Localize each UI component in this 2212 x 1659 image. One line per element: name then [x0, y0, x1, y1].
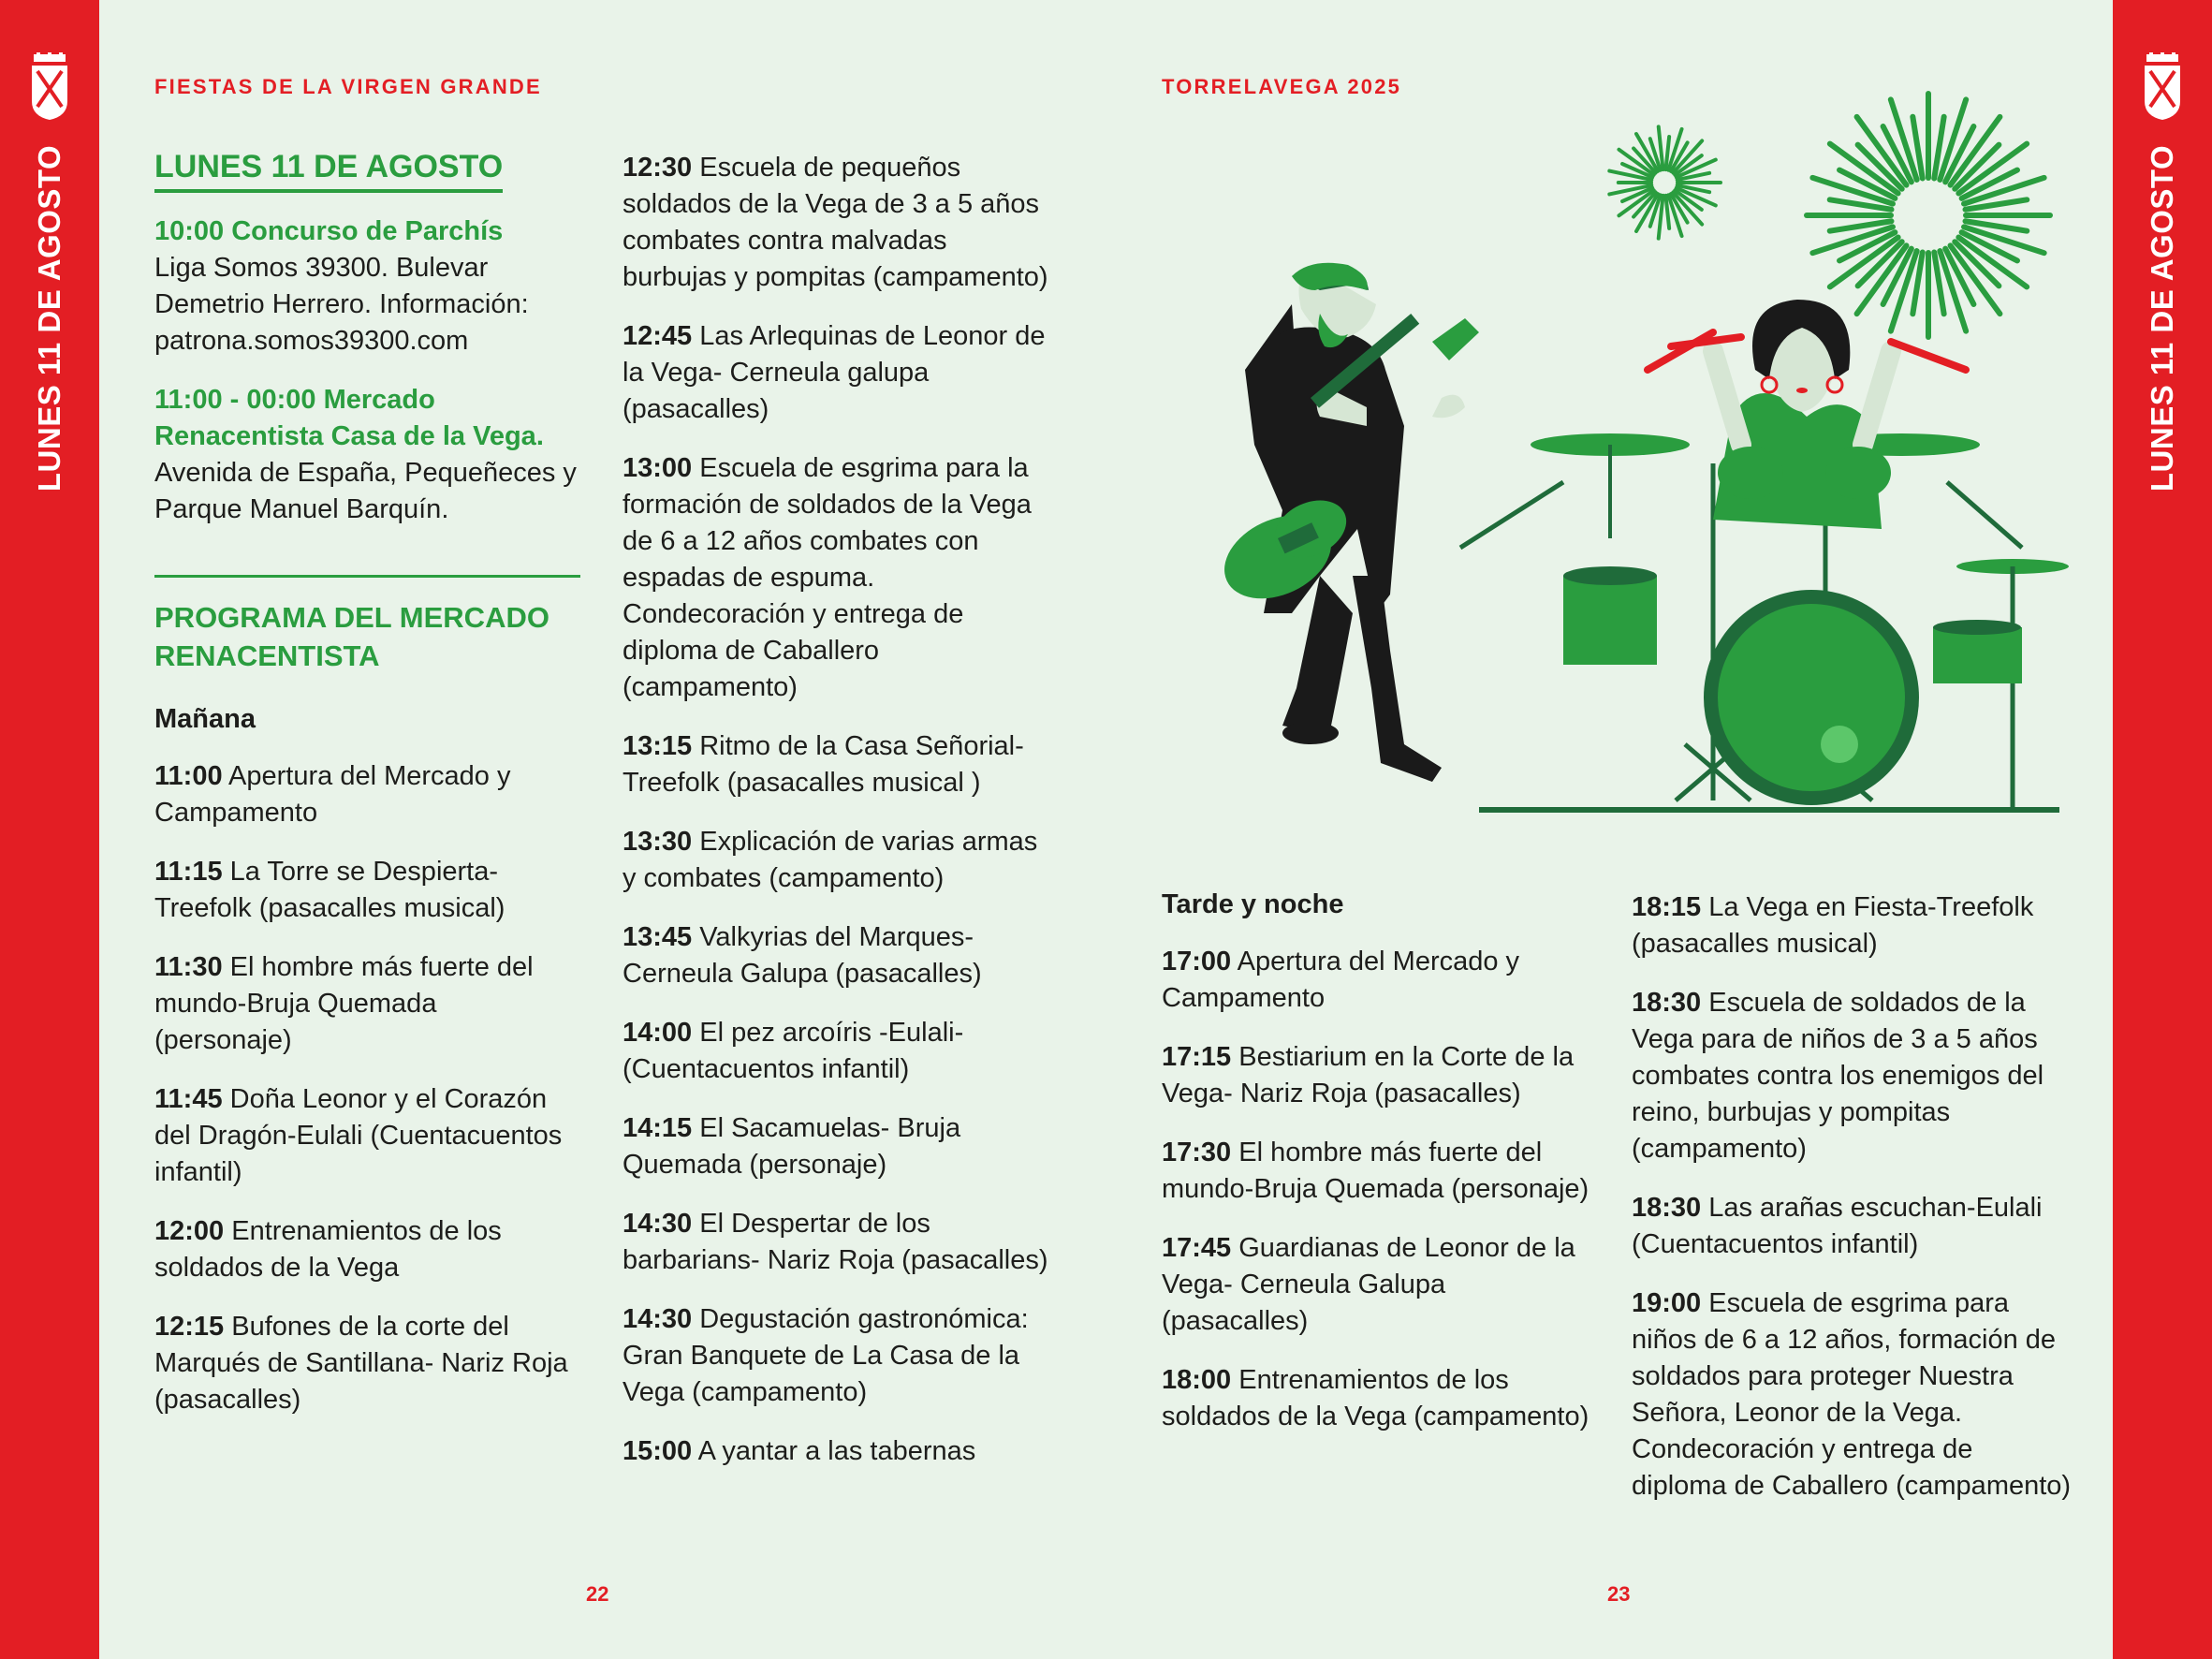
left-spine-band [0, 0, 99, 1659]
entry-description: Guardianas de Leonor de la Vega- Cerneula Galupa (pasacalles) [1162, 1233, 1575, 1336]
entry-description: Escuela de soldados de la Vega para de niños de 3 a 5 años combates contra los enemigos del reino, burbujas y pompitas (campamento) [1632, 988, 2044, 1164]
schedule-entry [1162, 944, 1592, 1017]
entry-time: 18:30 [1632, 988, 1702, 1018]
schedule-entry [623, 919, 1058, 992]
entry-time: 11:00 [154, 761, 223, 791]
entry-description: Escuela de pequeños soldados de la Vega de 3 a 5 años combates contra malvadas burbujas y pompitas (campamento) [623, 153, 1048, 292]
entry-description: Entrenamientos de los soldados de la Vega (campamento) [1162, 1365, 1589, 1431]
schedule-entry [154, 1081, 580, 1191]
schedule-entry [154, 1213, 580, 1286]
entry-time: 15:00 [623, 1436, 693, 1466]
entry-description: Las arañas escuchan-Eulali (Cuentacuentos infantil) [1632, 1193, 2043, 1259]
entry-time: 14:30 [623, 1304, 693, 1334]
entry-time: 14:00 [623, 1018, 693, 1048]
entry-description: Escuela de esgrima para la formación de soldados de la Vega de 6 a 12 años combates con espadas de espuma. Condecoración y entrega de diploma de Caballero (campamento) [623, 453, 1032, 702]
drum-kit [1460, 300, 2069, 810]
entry-description: El hombre más fuerte del mundo-Bruja Quemada (personaje) [154, 952, 534, 1055]
page-number-left: 22 [586, 1582, 609, 1606]
entry-description: Valkyrias del Marques- Cerneula Galupa (pasacalles) [623, 922, 982, 989]
fireworks-large-icon [1807, 94, 2050, 337]
schedule-entry [623, 1301, 1058, 1411]
column-3 [1162, 887, 1592, 1458]
featured-event-text: Liga Somos 39300. Bulevar Demetrio Herrero. Información: patrona.somos39300.com [154, 253, 529, 356]
entry-description: A yantar a las tabernas [692, 1436, 976, 1466]
entry-description: El hombre más fuerte del mundo-Bruja Quemada (personaje) [1162, 1138, 1589, 1204]
schedule-entry [154, 854, 580, 927]
schedule-entry [154, 1309, 580, 1418]
entry-description: Apertura del Mercado y Campamento [1162, 947, 1520, 1013]
band-illustration [1151, 89, 2069, 838]
entry-time: 13:15 [623, 731, 693, 761]
entry-time: 13:00 [623, 453, 693, 483]
schedule-entry [623, 150, 1058, 296]
schedule-entry [623, 318, 1058, 428]
evening-list-2 [1632, 889, 2072, 1505]
schedule-entry [1632, 985, 2072, 1167]
schedule-entry [623, 824, 1058, 897]
spine-title-left: LUNES 11 DE AGOSTO [32, 144, 66, 492]
schedule-entry [1632, 1190, 2072, 1263]
town-crest-icon [2143, 52, 2182, 120]
morning-list-2 [623, 150, 1058, 1470]
program-title: PROGRAMA DEL MERCADO RENACENTISTA [154, 601, 549, 672]
schedule-entry [1632, 889, 2072, 962]
entry-time: 13:45 [623, 922, 693, 952]
entry-description: Ritmo de la Casa Señorial- Treefolk (pasacalles musical ) [623, 731, 1024, 798]
entry-time: 14:15 [623, 1113, 693, 1143]
entry-time: 12:00 [154, 1216, 225, 1246]
entry-time: 19:00 [1632, 1288, 1702, 1318]
entry-time: 13:30 [623, 827, 693, 857]
entry-description: La Torre se Despierta- Treefolk (pasacalles musical) [154, 857, 505, 923]
entry-time: 12:15 [154, 1312, 225, 1342]
town-crest-icon [30, 52, 69, 120]
fireworks-small-icon [1609, 126, 1721, 238]
schedule-entry [623, 1015, 1058, 1088]
evening-list-1 [1162, 944, 1592, 1435]
schedule-entry [154, 758, 580, 831]
schedule-entry [1162, 1230, 1592, 1340]
entry-time: 17:30 [1162, 1138, 1232, 1167]
entry-time: 18:15 [1632, 892, 1702, 922]
featured-event-title: 10:00 Concurso de Parchís [154, 216, 504, 246]
featured-event-text: Avenida de España, Pequeñeces y Parque Manuel Barquín. [154, 458, 577, 524]
entry-description: Escuela de esgrima para niños de 6 a 12 años, formación de soldados para proteger Nuestra Señora, Leonor de la Vega. Condecoración y entrega de diploma de Caballero (campamento) [1632, 1288, 2072, 1501]
entry-time: 17:00 [1162, 947, 1232, 976]
day-heading: LUNES 11 DE AGOSTO [154, 148, 503, 193]
entry-description: Doña Leonor y el Corazón del Dragón-Eulali (Cuentacuentos infantil) [154, 1084, 563, 1187]
running-head-left: FIESTAS DE LA VIRGEN GRANDE [154, 75, 542, 98]
column-1 [154, 148, 580, 1441]
column-2 [623, 150, 1058, 1492]
page-number-right: 23 [1607, 1582, 1631, 1606]
entry-description: Bufones de la corte del Marqués de Santillana- Nariz Roja (pasacalles) [154, 1312, 568, 1415]
featured-event-title: 11:00 - 00:00 Mercado Renacentista Casa de la Vega. [154, 385, 544, 451]
morning-label: Mañana [154, 704, 256, 734]
schedule-entry [623, 450, 1058, 706]
entry-time: 17:15 [1162, 1042, 1232, 1072]
morning-list-1 [154, 758, 580, 1418]
schedule-entry [1162, 1362, 1592, 1435]
spine-title-right: LUNES 11 DE AGOSTO [2145, 144, 2179, 492]
schedule-entry [154, 949, 580, 1059]
entry-time: 17:45 [1162, 1233, 1232, 1263]
schedule-entry [1162, 1039, 1592, 1112]
schedule-entry [1162, 1135, 1592, 1208]
entry-description: Apertura del Mercado y Campamento [154, 761, 511, 828]
entry-description: La Vega en Fiesta-Treefolk (pasacalles musical) [1632, 892, 2034, 959]
entry-time: 11:15 [154, 857, 223, 887]
featured-event [154, 382, 580, 528]
schedule-entry [623, 1110, 1058, 1183]
entry-description: Degustación gastronómica: Gran Banquete de La Casa de la Vega (campamento) [623, 1304, 1029, 1407]
schedule-entry [623, 1206, 1058, 1279]
guitarist-figure [1211, 263, 1479, 782]
entry-time: 11:30 [154, 952, 223, 982]
entry-time: 18:30 [1632, 1193, 1702, 1223]
entry-description: El Despertar de los barbarians- Nariz Roja (pasacalles) [623, 1209, 1048, 1275]
column-4 [1632, 889, 2072, 1527]
entry-description: Las Arlequinas de Leonor de la Vega- Cerneula galupa (pasacalles) [623, 321, 1046, 424]
entry-time: 12:30 [623, 153, 693, 183]
running-head-right: TORRELAVEGA 2025 [1162, 75, 1402, 98]
entry-time: 12:45 [623, 321, 693, 351]
entry-description: Bestiarium en la Corte de la Vega- Nariz Roja (pasacalles) [1162, 1042, 1575, 1108]
right-spine-band [2113, 0, 2212, 1659]
evening-label: Tarde y noche [1162, 889, 1344, 919]
entry-time: 18:00 [1162, 1365, 1232, 1395]
entry-time: 14:30 [623, 1209, 693, 1239]
entry-description: El pez arcoíris -Eulali- (Cuentacuentos infantil) [623, 1018, 964, 1084]
entry-description: El Sacamuelas- Bruja Quemada (personaje) [623, 1113, 961, 1180]
schedule-entry [623, 1433, 1058, 1470]
schedule-entry [623, 728, 1058, 801]
schedule-entry [1632, 1285, 2072, 1505]
entry-description: Entrenamientos de los soldados de la Vega [154, 1216, 502, 1283]
entry-description: Explicación de varias armas y combates (campamento) [623, 827, 1038, 893]
featured-event [154, 213, 580, 360]
entry-time: 11:45 [154, 1084, 223, 1114]
section-divider [154, 575, 580, 578]
